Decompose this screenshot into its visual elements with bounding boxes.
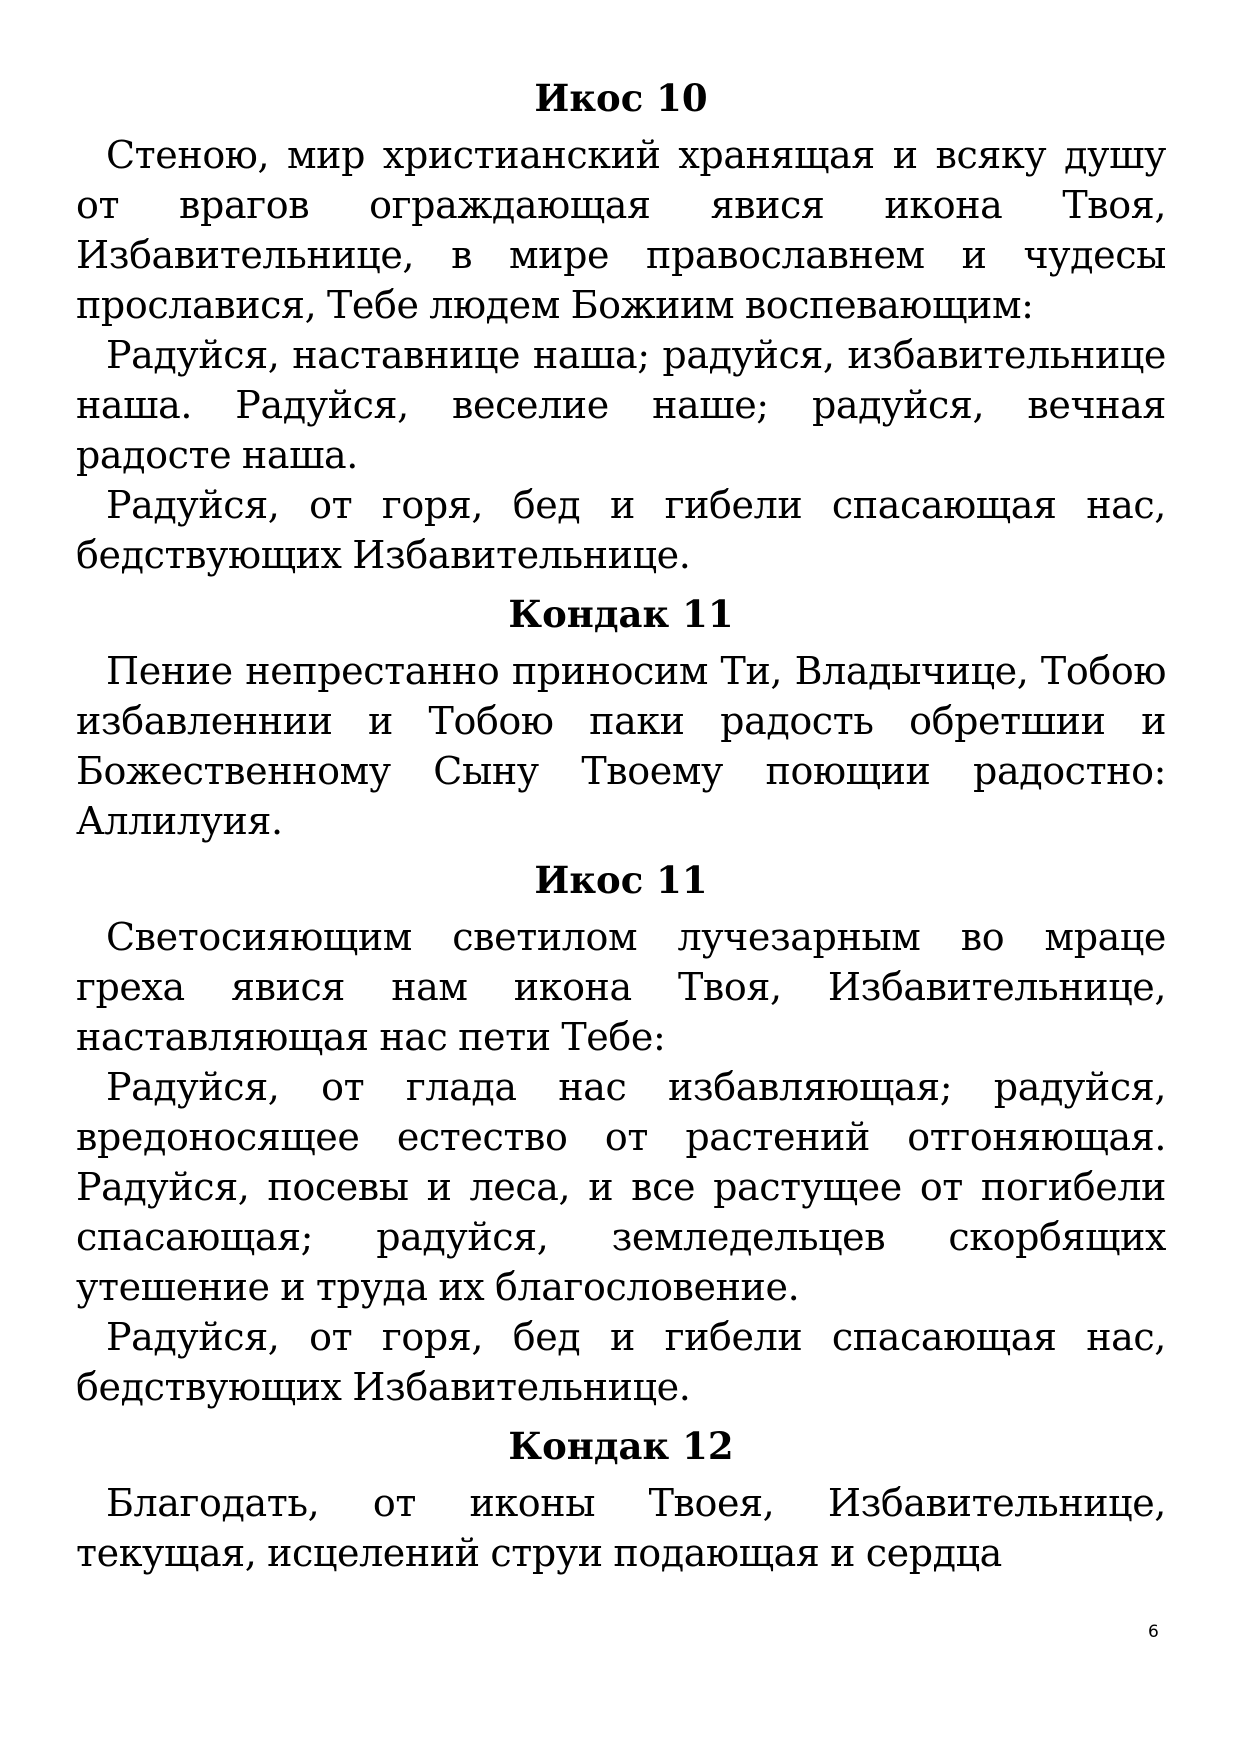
- section-heading: Икос 11: [534, 858, 708, 902]
- section-heading: Кондак 12: [508, 1424, 734, 1468]
- section-ikos-10: [76, 72, 1166, 580]
- paragraph: Благодать, от иконы Твоея, Избавительнице, текущая, исцелений струи подающая и сердца: [76, 1481, 1166, 1575]
- paragraph: Стеною, мир христианский хранящая и всяку душу от врагов ограждающая явися икона Твоя, Избавительнице, в мире православнем и чудесы прославися, Тебе людем Божиим воспевающим:: [76, 133, 1166, 327]
- page-number: 6: [1148, 1622, 1159, 1642]
- section-heading: Кондак 11: [508, 592, 734, 636]
- paragraph: Пение непрестанно приносим Ти, Владычице, Тобою избавленнии и Тобою паки радость обретшии и Божественному Сыну Твоему поющии радостно: Аллилуия.: [76, 649, 1166, 843]
- document-page: [76, 72, 1166, 1586]
- section-ikos-11: [76, 854, 1166, 1412]
- paragraph: Светосияющим светилом лучезарным во мраце греха явися нам икона Твоя, Избавительнице, наставляющая нас пети Тебе:: [76, 915, 1166, 1059]
- section-heading: Икос 10: [534, 76, 708, 120]
- paragraph: Радуйся, от горя, бед и гибели спасающая нас, бедствующих Избавительнице.: [76, 483, 1166, 577]
- paragraph: Радуйся, от глада нас избавляющая; радуйся, вредоносящее естество от растений отгоняющая. Радуйся, посевы и леса, и все растущее от погибели спасающая; радуйся, земледельцев скорбящих утешение и труда их благословение.: [76, 1065, 1166, 1309]
- paragraph: Радуйся, от горя, бед и гибели спасающая нас, бедствующих Избавительнице.: [76, 1315, 1166, 1409]
- section-kondak-11: [76, 588, 1166, 846]
- paragraph: Радуйся, наставнице наша; радуйся, избавительнице наша. Радуйся, веселие наше; радуйся, вечная радосте наша.: [76, 333, 1166, 477]
- section-kondak-12: [76, 1420, 1166, 1578]
